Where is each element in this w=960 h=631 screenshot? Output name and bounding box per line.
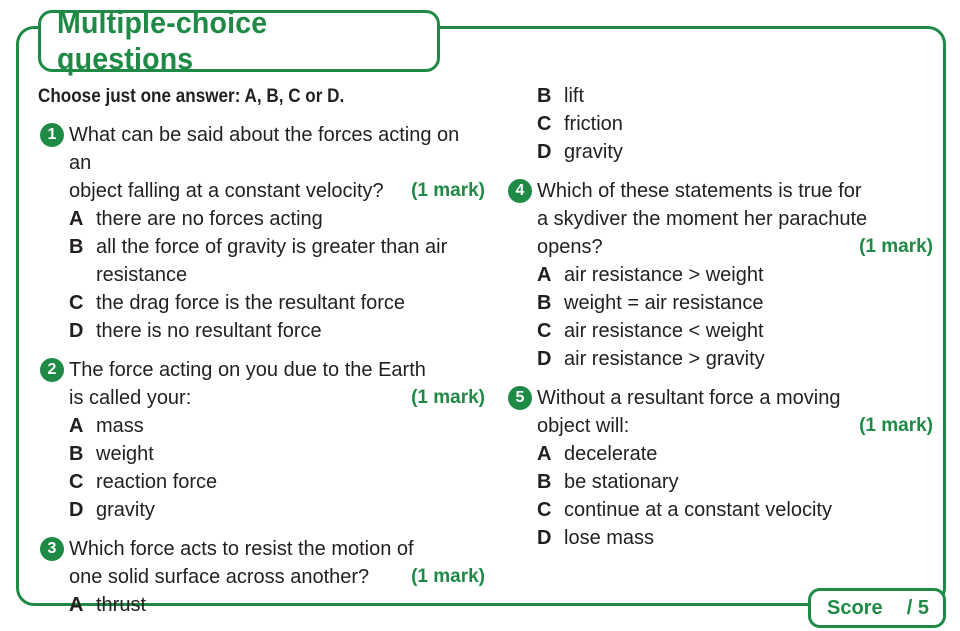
question-5-text: Without a resultant force a moving object will: [537,387,841,437]
question-5-head [508,384,933,440]
question-5-mark: (1 mark) [859,415,933,436]
question-4-option-b[interactable] [508,289,933,317]
question-4-head [508,177,933,261]
question-1-option-c[interactable] [40,289,485,317]
question-number-badge: 5 [508,386,532,410]
question-2-head [40,356,485,412]
question-1-option-b[interactable] [40,233,485,289]
question-1 [40,121,485,345]
question-4-option-c[interactable] [508,317,933,345]
option-text: friction [564,113,623,135]
question-2 [40,356,485,524]
question-number-badge: 2 [40,358,64,382]
question-5-option-c[interactable] [508,496,933,524]
option-text: continue at a constant velocity [564,499,832,521]
question-number-badge: 3 [40,537,64,561]
question-5 [508,384,933,552]
question-2-option-d[interactable] [40,496,485,524]
question-1-head [40,121,485,205]
question-3-mark: (1 mark) [411,566,485,587]
question-2-mark: (1 mark) [411,387,485,408]
option-letter: D [537,527,552,549]
option-letter: C [69,292,84,314]
option-text: air resistance > weight [564,264,764,286]
option-text: gravity [96,499,155,521]
question-3-option-a[interactable] [40,591,485,619]
question-4-mark: (1 mark) [859,236,933,257]
option-text: there are no forces acting [96,208,323,230]
option-letter: B [537,85,552,107]
option-text: decelerate [564,443,658,465]
option-letter: B [537,292,552,314]
option-letter: A [537,264,552,286]
option-text: air resistance > gravity [564,348,765,370]
option-text: the drag force is the resultant force [96,292,406,314]
question-3 [40,535,485,619]
option-text: lift [564,85,584,107]
option-letter: B [69,236,84,258]
score-label: Score [827,596,883,619]
option-letter: C [537,320,552,342]
question-4-option-d[interactable] [508,345,933,373]
question-2-option-c[interactable] [40,468,485,496]
option-text: mass [96,415,144,437]
option-letter: D [69,320,84,342]
option-text: gravity [564,141,623,163]
option-letter: D [537,348,552,370]
option-text: reaction force [96,471,218,493]
option-letter: D [69,499,84,521]
option-text: all the force of gravity is greater than air resistance [96,236,448,286]
option-text: weight = air resistance [564,292,764,314]
option-letter: A [69,415,84,437]
option-letter: A [537,443,552,465]
option-letter: C [69,471,84,493]
option-text: be stationary [564,471,679,493]
question-2-option-b[interactable] [40,440,485,468]
option-text: there is no resultant force [96,320,322,342]
question-5-option-b[interactable] [508,468,933,496]
option-text: weight [96,443,154,465]
question-3-option-b[interactable] [508,82,933,110]
score-box [808,588,946,628]
option-text: lose mass [564,527,655,549]
left-column [40,121,485,630]
option-text: thrust [96,594,147,616]
question-number-badge: 1 [40,123,64,147]
question-1-option-d[interactable] [40,317,485,345]
question-5-option-a[interactable] [508,440,933,468]
question-2-option-a[interactable] [40,412,485,440]
right-column [508,82,933,563]
option-letter: C [537,499,552,521]
question-1-mark: (1 mark) [411,180,485,201]
question-4-option-a[interactable] [508,261,933,289]
title-box [38,5,440,76]
score-total: / 5 [906,596,929,619]
question-3-head [40,535,485,591]
question-3-text: Which force acts to resist the motion of one solid surface across another? [69,538,414,588]
question-4 [508,177,933,373]
question-1-text: What can be said about the forces acting on an object falling at a constant velocity? [69,124,460,202]
question-3-option-c[interactable] [508,110,933,138]
question-5-option-d[interactable] [508,524,933,552]
question-1-option-a[interactable] [40,205,485,233]
option-letter: B [537,471,552,493]
option-letter: D [537,141,552,163]
option-letter: A [69,594,84,616]
option-letter: C [537,113,552,135]
instructions: Choose just one answer: A, B, C or D. [38,86,345,107]
page-title: Multiple-choice questions [57,5,268,76]
question-3-continued [508,82,933,166]
question-2-text: The force acting on you due to the Earth is called your: [69,359,426,409]
question-3-option-d[interactable] [508,138,933,166]
question-4-text: Which of these statements is true for a skydiver the moment her parachute opens? [537,180,868,258]
option-letter: A [69,208,84,230]
question-number-badge: 4 [508,179,532,203]
option-text: air resistance < weight [564,320,764,342]
option-letter: B [69,443,84,465]
